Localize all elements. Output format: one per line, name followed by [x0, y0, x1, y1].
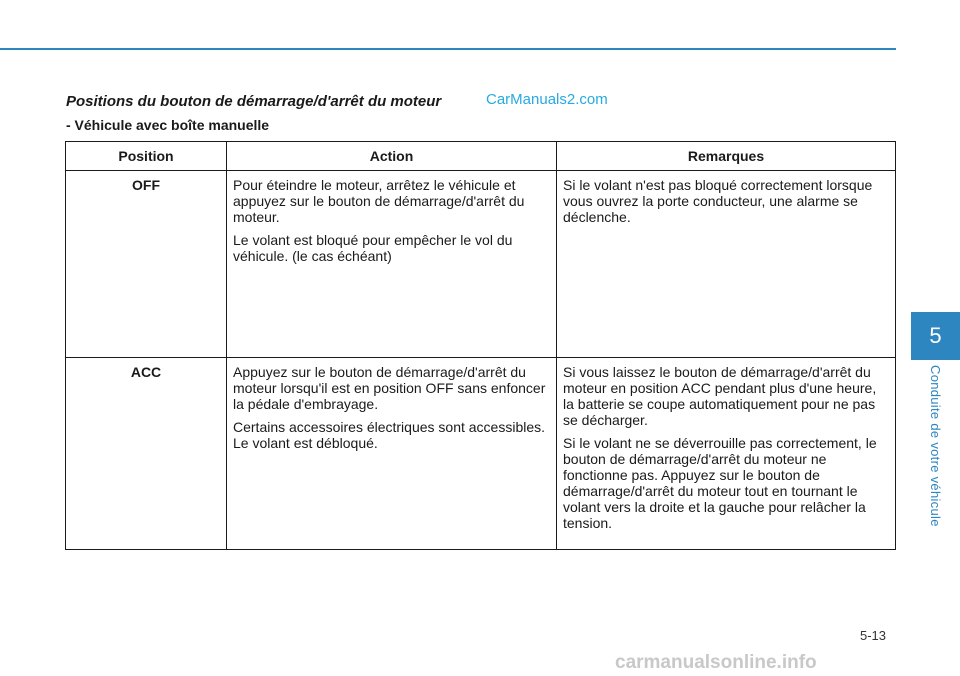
- action-text: Certains accessoires électriques sont accessibles.: [233, 419, 546, 435]
- header-position: Position: [66, 142, 227, 171]
- header-remarks: Remarques: [557, 142, 896, 171]
- position-cell: OFF: [66, 171, 227, 358]
- action-cell: [227, 358, 557, 550]
- action-text: Pour éteindre le moteur, arrêtez le véhicule et appuyez sur le bouton de démarrage/d'arrêt du moteur.: [233, 177, 525, 225]
- section-title: Positions du bouton de démarrage/d'arrêt du moteur: [66, 93, 442, 110]
- chapter-label: Conduite de votre véhicule: [928, 365, 943, 527]
- action-text: Le volant est débloqué.: [233, 435, 378, 451]
- chapter-tab: 5: [911, 312, 960, 360]
- remarks-text: Si vous laissez le bouton de démarrage/d'arrêt du moteur en position ACC pendant plus d'une heure, la batterie se coupe automatiquement pour ne pas se décharger.: [563, 364, 877, 428]
- table-header-row: [66, 142, 896, 171]
- subtitle: - Véhicule avec boîte manuelle: [66, 117, 270, 133]
- page-number: 5-13: [860, 628, 887, 643]
- action-text: Le volant est bloqué pour empêcher le vol du véhicule. (le cas échéant): [233, 232, 513, 264]
- watermark-bottom[interactable]: carmanualsonline.info: [615, 652, 817, 673]
- positions-table: [65, 141, 896, 550]
- remarks-cell: [557, 358, 896, 550]
- header-action: Action: [227, 142, 557, 171]
- action-cell: [227, 171, 557, 358]
- remarks-text: Si le volant ne se déverrouille pas correctement, le bouton de démarrage/d'arrêt du moteur ne fonctionne pas. Appuyez sur le bouton de démarrage/d'arrêt du moteur tout en tournant le volant vers la droite et la gauche pour relâcher la tension.: [563, 435, 877, 531]
- remarks-text: Si le volant n'est pas bloqué correctement lorsque vous ouvrez la porte conducteur, une alarme se déclenche.: [563, 177, 873, 225]
- remarks-cell: [557, 171, 896, 358]
- position-cell: ACC: [66, 358, 227, 550]
- table-row-off: [66, 171, 896, 358]
- top-rule: [0, 48, 896, 50]
- action-text: Appuyez sur le bouton de démarrage/d'arrêt du moteur lorsqu'il est en position OFF sans enfoncer la pédale d'embrayage.: [233, 364, 546, 412]
- table-row-acc: [66, 358, 896, 550]
- watermark-link[interactable]: CarManuals2.com: [486, 91, 608, 108]
